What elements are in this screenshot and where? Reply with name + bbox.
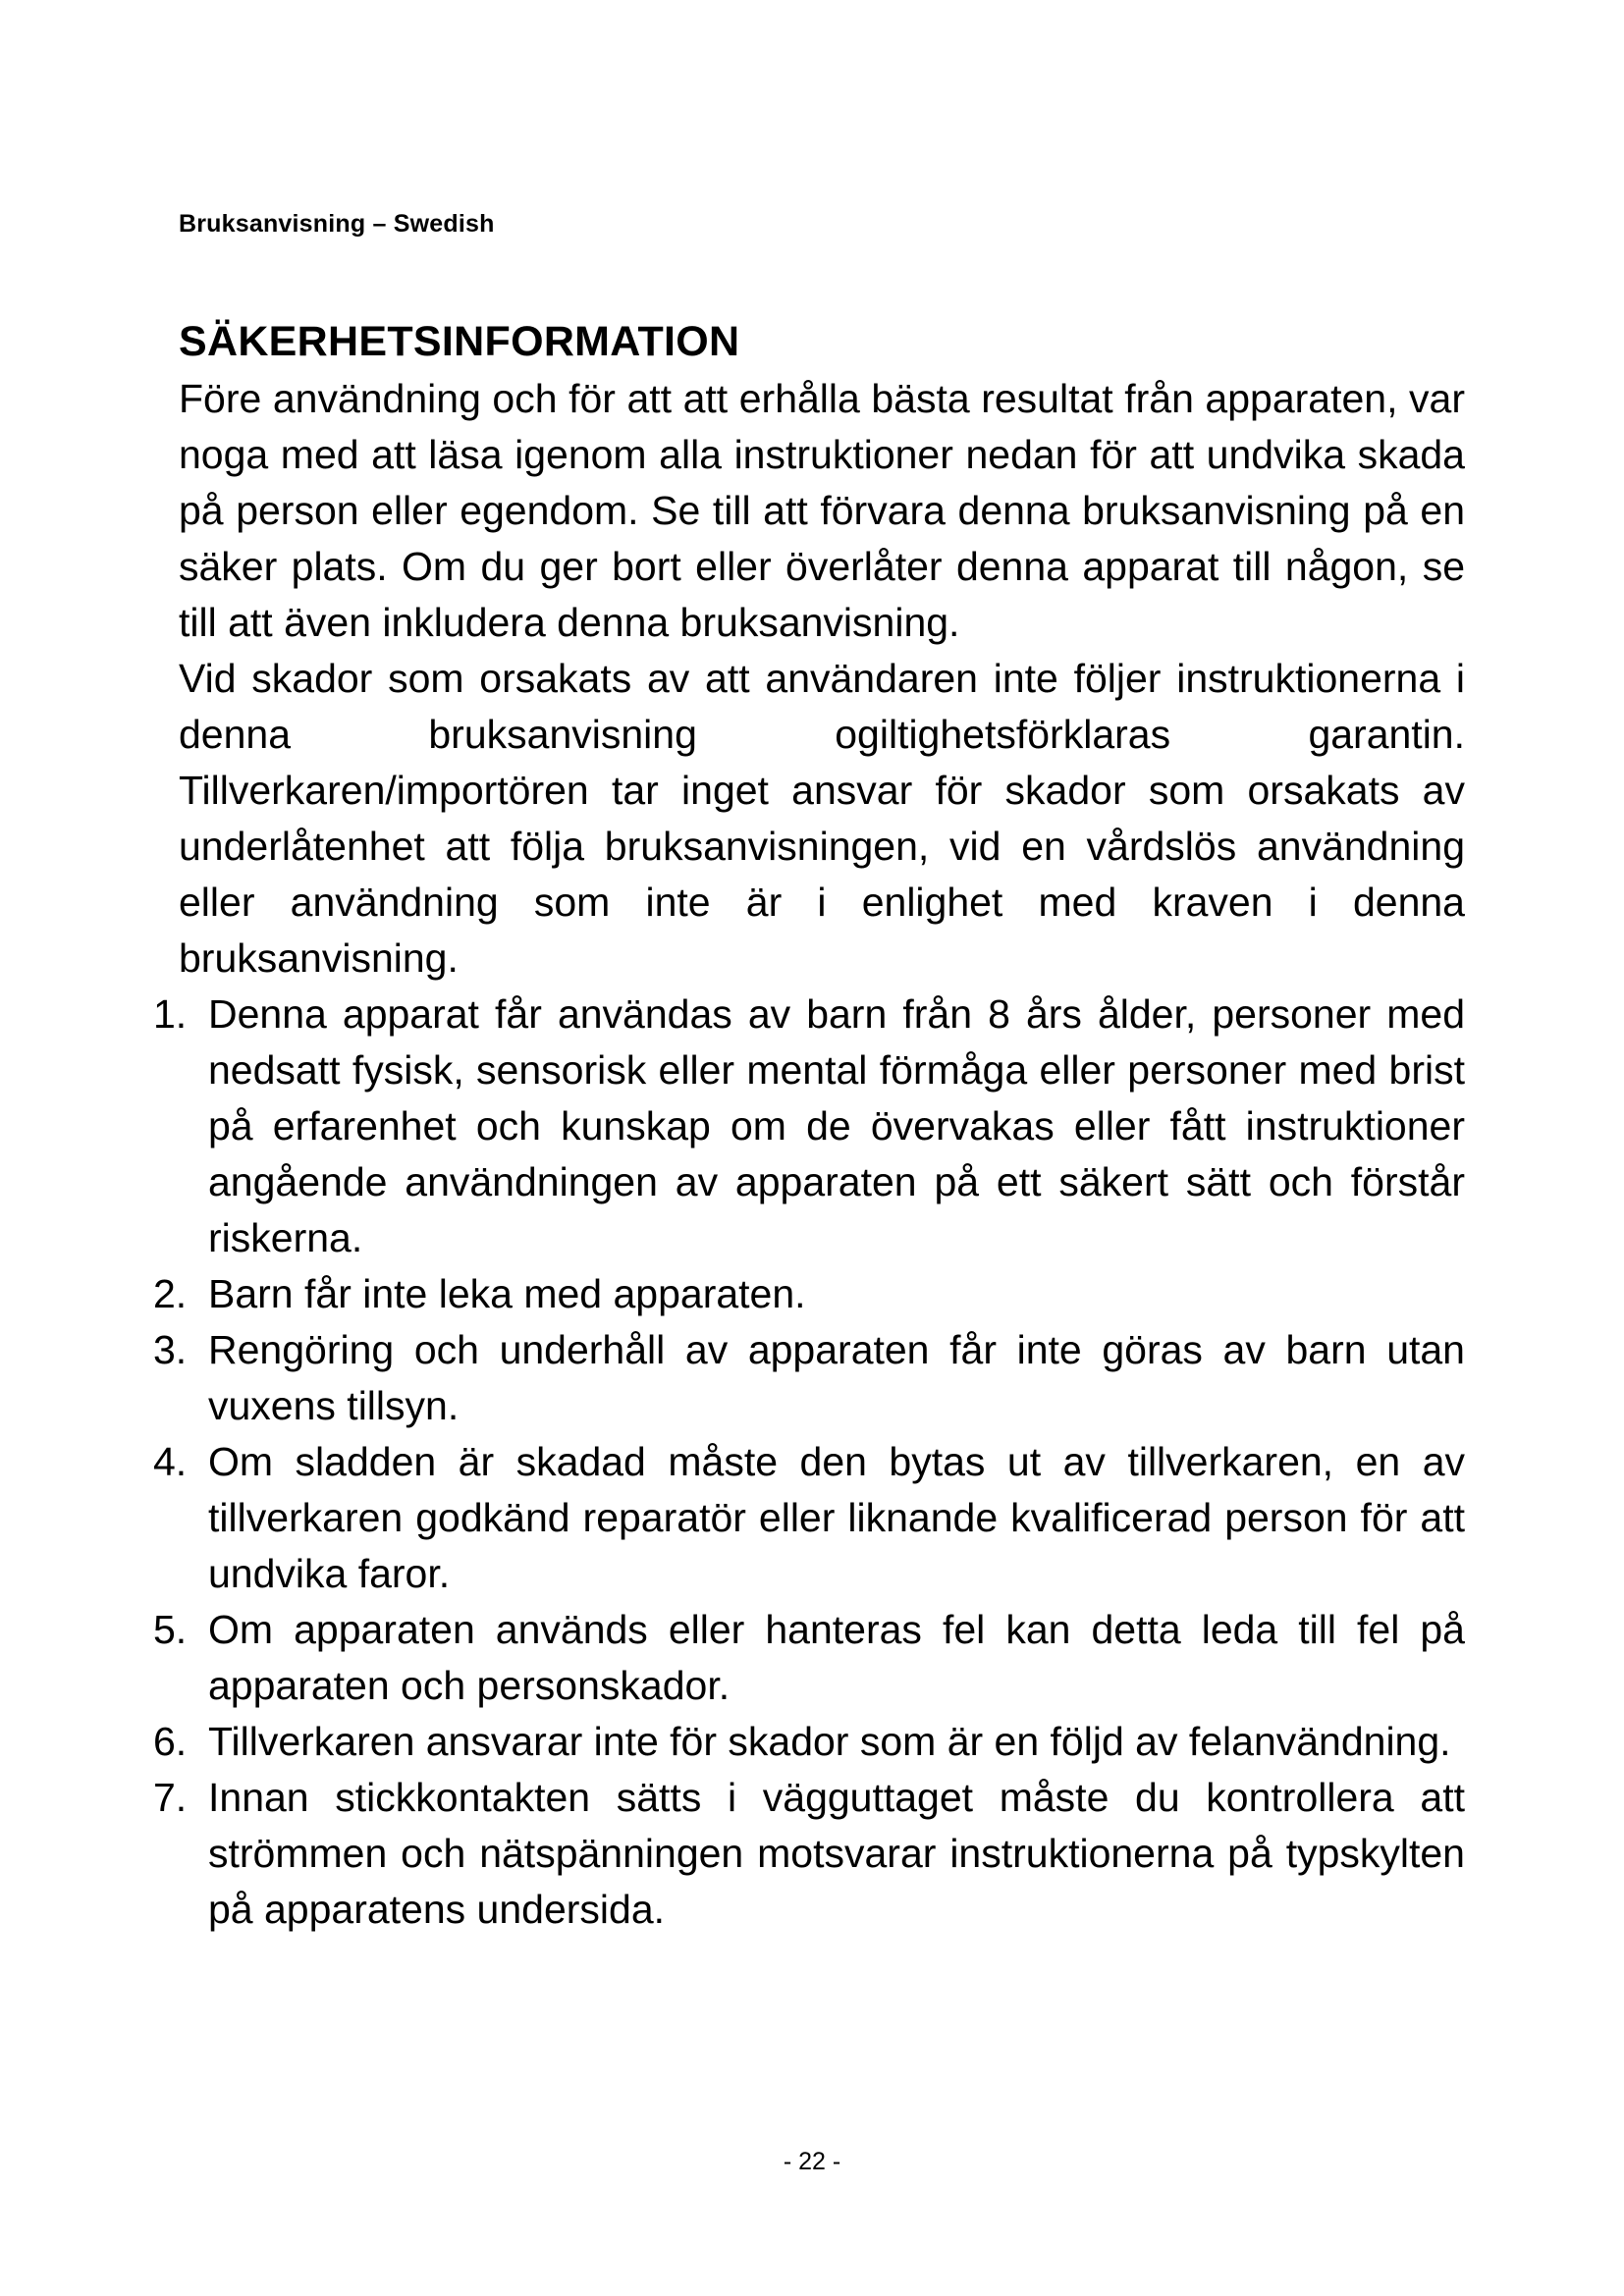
list-item — [153, 987, 1465, 1266]
list-item — [153, 1322, 1465, 1434]
list-item-number: 6. — [153, 1719, 188, 1764]
list-item — [153, 1266, 1465, 1322]
intro-paragraph: Före användning och för att att erhålla bästa resultat från apparaten, var noga med att läsa igenom alla instruktioner nedan för att undvika skada på person eller egendom. Se till att förvara denna bruksanvisning på en säker plats. Om du ger bort eller överlåter denna apparat till någon, se till att även inkludera denna bruksanvisning. — [179, 376, 1465, 645]
list-item-number: 7. — [153, 1775, 188, 1820]
list-item-text: Rengöring och underhåll av apparaten får inte göras av barn utan vuxens tillsyn. — [208, 1327, 1465, 1428]
list-item-text: Om sladden är skadad måste den bytas ut av tillverkaren, en av tillverkaren godkänd reparatör eller liknande kvalificerad person för att undvika faror. — [208, 1439, 1465, 1596]
list-item — [153, 1770, 1465, 1938]
list-item-number: 5. — [153, 1607, 188, 1652]
list-item-text: Om apparaten används eller hanteras fel kan detta leda till fel på apparaten och personskador. — [208, 1607, 1465, 1708]
list-item-number: 3. — [153, 1327, 188, 1372]
safety-list — [153, 987, 1465, 1938]
list-item-text: Barn får inte leka med apparaten. — [208, 1271, 806, 1316]
list-item-number: 4. — [153, 1439, 188, 1484]
section-title: SÄKERHETSINFORMATION — [179, 318, 740, 365]
page-number: - 22 - — [783, 2148, 841, 2175]
list-item-number: 2. — [153, 1271, 188, 1316]
list-item-text: Denna apparat får användas av barn från 8 års ålder, personer med nedsatt fysisk, sensorisk eller mental förmåga eller personer med brist på erfarenhet och kunskap om de övervakas eller fått instruktioner angående användningen av apparaten på ett säkert sätt och förstår riskerna. — [208, 991, 1465, 1260]
list-item — [153, 1714, 1465, 1770]
list-item — [153, 1434, 1465, 1602]
list-item-number: 1. — [153, 991, 188, 1037]
list-item — [153, 1602, 1465, 1714]
list-item-text: Innan stickkontakten sätts i vägguttaget måste du kontrollera att strömmen och nätspänningen motsvarar instruktionerna på typskylten på apparatens undersida. — [208, 1775, 1465, 1932]
document-header: Bruksanvisning – Swedish — [179, 210, 495, 238]
warranty-paragraph: Vid skador som orsakats av att användaren inte följer instruktionerna i denna bruksanvisning ogiltighetsförklaras garantin. Tillverkaren/importören tar inget ansvar för skador som orsakats av underlåtenhet att följa bruksanvisningen, vid en vårdslös användning eller användning som inte är i enlighet med kraven i denna bruksanvisning. — [179, 656, 1465, 981]
safety-section — [153, 312, 1465, 1938]
list-item-text: Tillverkaren ansvarar inte för skador som är en följd av felanvändning. — [208, 1719, 1451, 1764]
